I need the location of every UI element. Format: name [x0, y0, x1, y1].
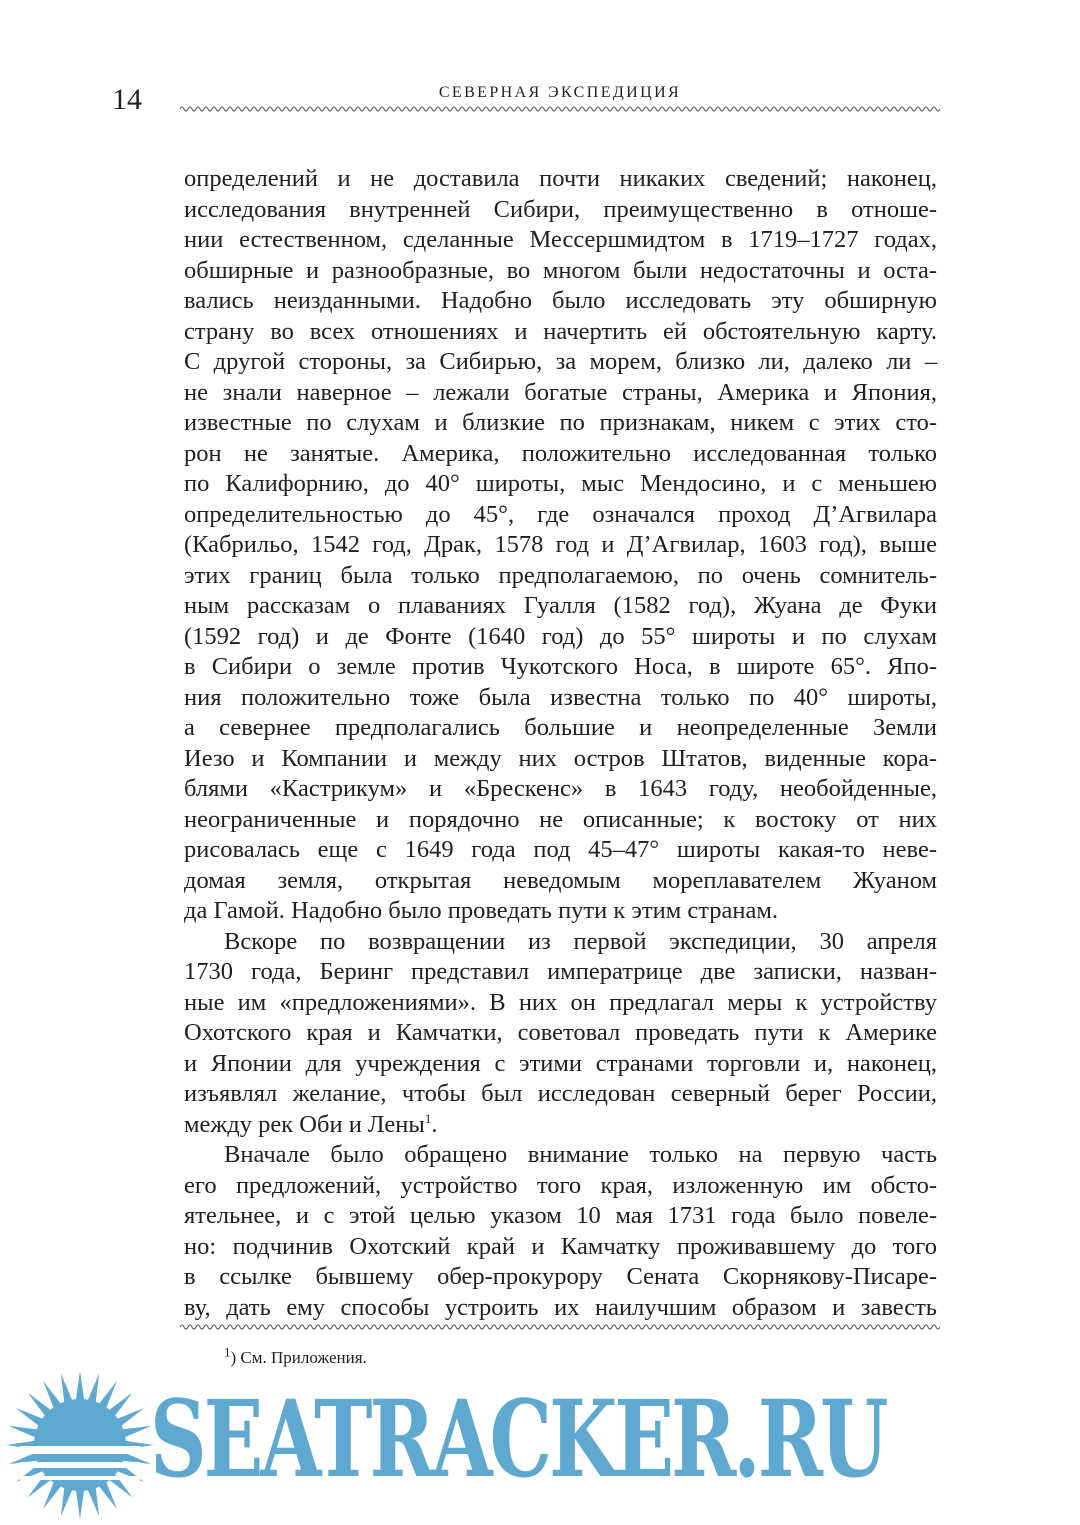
sun-ray — [87, 1486, 99, 1516]
sun-logo-icon — [0, 1370, 160, 1520]
sun-ray — [61, 1486, 73, 1516]
footnote-ornament-rule — [180, 1322, 940, 1332]
paragraph-first-line: Вскоре по возвращении из первой экспедиции, 30 апреля — [224, 927, 937, 955]
body-line: исследования внутренней Сибири, преимущественно в отноше- — [184, 195, 937, 223]
sun-ray — [121, 1426, 151, 1438]
body-line: нии естественном, сделанные Мессершмидтом в 1719–1727 годах, — [184, 226, 937, 253]
body-line: изъявлял желание, чтобы был исследован северный берег России, — [184, 1080, 937, 1107]
body-line: а севернее предполагались большие и неопределенные Земли — [184, 714, 937, 741]
body-line: его предложений, устройство того края, изложенную им обсто- — [184, 1171, 937, 1199]
footnote-reference[interactable]: 1 — [424, 1110, 432, 1126]
sun-ray — [9, 1426, 39, 1438]
footnote — [224, 1344, 367, 1369]
sun-ray — [76, 1489, 85, 1519]
sun-ray — [61, 1374, 73, 1404]
body-line: по Калифорнию, до 40° широты, мыс Мендосино, и с меньшею — [184, 470, 937, 497]
body-line: да Гамой. Надобно было проведать пути к этим странам. — [184, 897, 778, 924]
body-line: (Кабрильо, 1542 год, Драк, 1578 год и Д’Агвилар, 1603 год), выше — [184, 531, 937, 558]
paragraph-first-line: Вначале было обращено внимание только на первую часть — [224, 1141, 937, 1168]
body-line: в ссылке бывшему обер-прокурору Сената Скорнякову-Писаре- — [184, 1263, 937, 1290]
body-line: но: подчинив Охотский край и Камчатку проживавшему до того — [184, 1232, 937, 1260]
body-line: 1730 года, Беринг представил императрице две записки, назван- — [184, 958, 937, 985]
body-line: блями «Кастрикум» и «Брескенс» в 1643 году, необойденные, — [184, 775, 937, 802]
body-line: определений и не доставила почти никаких сведений; наконец, — [184, 165, 937, 192]
body-line: С другой стороны, за Сибирью, за морем, близко ли, далеко ли – — [184, 348, 937, 375]
running-head: СЕВЕРНАЯ ЭКСПЕДИЦИЯ — [438, 84, 682, 101]
body-line-with-footnote — [184, 1110, 937, 1141]
body-line: не знали наверное – лежали богатые страны, Америка и Япония, — [184, 378, 937, 406]
sun-ray — [76, 1371, 85, 1401]
page-number: 14 — [112, 83, 142, 116]
body-line: этих границ была только предполагаемою, по очень сомнитель- — [184, 561, 937, 589]
body-line: определительностью до 45°, где означался проход Д’Агвилара — [184, 500, 937, 528]
body-line: рон не занятые. Америка, положительно исследованная только — [184, 439, 937, 467]
body-line: и Японии для учреждения с этими странами торговли и, наконец, — [184, 1049, 937, 1077]
body-line: Охотского края и Камчатки, советовал проведать пути к Америке — [184, 1019, 937, 1046]
body-line: ву, дать ему способы устроить их наилучшим образом и завесть — [184, 1293, 937, 1321]
body-line: известные по слухам и близкие по признакам, никем с этих сто- — [184, 409, 937, 436]
watermark — [0, 1370, 1080, 1520]
body-line: страну во всех отношениях и начертить ей обстоятельную карту. — [184, 317, 937, 345]
body-line: вались неизданными. Надобно было исследовать эту обширную — [184, 287, 937, 314]
body-line: ные им «предложениями». В них он предлагал меры к устройству — [184, 988, 937, 1016]
footnote-marker: 1 — [224, 1344, 231, 1360]
sun-ray — [87, 1374, 99, 1404]
body-line: домая земля, открытая неведомым мореплавателем Жуаном — [184, 866, 937, 894]
body-line: (1592 год) и де Фонте (1640 год) до 55° широты и по слухам — [184, 622, 937, 650]
body-line: ным рассказам о плаваниях Гуалля (1582 год), Жуана де Фуки — [184, 592, 937, 619]
body-line: ния положительно тоже была известна только по 40° широты, — [184, 683, 937, 711]
body-line: ятельнее, и с этой целью указом 10 мая 1731 года было повеле- — [184, 1202, 937, 1229]
header-ornament-rule — [180, 104, 940, 114]
body-line: в Сибири о земле против Чукотского Носа, в широте 65°. Япо- — [184, 653, 937, 680]
body-line: неограниченные и порядочно не описанные; к востоку от них — [184, 805, 937, 833]
body-line: обширные и разнообразные, во многом были недостаточны и оста- — [184, 256, 937, 284]
body-line: Иезо и Компании и между них остров Штатов, виденные кора- — [184, 744, 937, 772]
watermark-text: SEATRACKER.RU — [150, 1376, 886, 1501]
body-text — [184, 164, 937, 1323]
body-line: рисовалась еще с 1649 года под 45–47° широты какая-то неве- — [184, 836, 937, 863]
body-line-text: между рек Оби и Лены — [184, 1110, 425, 1138]
footnote-text: ) См. Приложения. — [230, 1348, 367, 1367]
line-end-period: . — [431, 1110, 438, 1138]
